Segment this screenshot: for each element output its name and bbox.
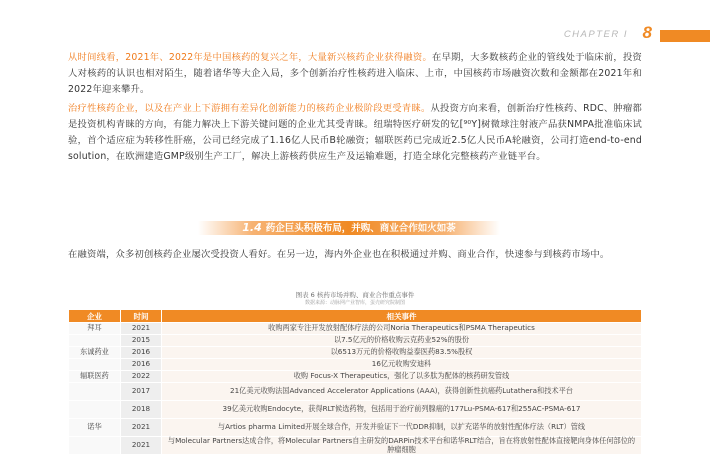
header-year: 时间 [121,310,162,323]
header-company: 企业 [69,310,121,323]
table-header-row [69,310,642,323]
year-cell: 2017 [121,383,162,401]
table-row [69,437,642,455]
event-cell: 与Artios pharma Limited开展全球合作，开发并验证下一代DDR抑制，以扩充诺华的放射性配体疗法（RLT）管线 [162,419,642,437]
paragraph-financing-timeline [68,50,642,98]
event-cell: 以7.5亿元的价格收购云克药业52%的股份 [162,335,642,347]
header-event: 相关事件 [162,310,642,323]
figure-source: 数据来源：动脉网产业智库，蛋壳研究院制图 [304,300,405,306]
page-number: 8 [642,23,652,42]
table-row [69,335,642,347]
company-cell: 辐联医药 [69,371,121,383]
paragraph-body: 从投资方向来看，创新治疗性核药、RDC、肿瘤都是投资机构青睐的方向，有能力解决上下游关键问题的企业尤其受青睐。纽瑞特医疗研发的钇[⁹⁰Y]树微球注射液产品获NMPA批准临床试验，首个适应症为转移性肝癌，公司已经完成了1.16亿人民币B轮融资；辐联医药已完成近2.5亿人民币A轮融资，公司打造end-to-end solution，在欧洲建造GMP级别生产工厂，解决上游核药供应生产及运输难题，打造全球化完整核药产业链平台。 [68,103,642,162]
year-cell: 2022 [121,371,162,383]
event-cell: 以6513万元的价格收购益泰医药83.5%股权 [162,347,642,359]
year-cell: 2016 [121,347,162,359]
header-accent-band [660,30,710,42]
year-cell: 2018 [121,401,162,419]
paragraph-highlight: 从时间线看，2021年、2022年是中国核药的复兴之年，大量新兴核药企业获得融资。 [68,52,433,63]
chapter-label: CHAPTER I [563,29,628,40]
paragraph-investment-direction [68,101,642,165]
section-heading [198,221,500,235]
paragraph-highlight: 治疗性核药企业，以及在产业上下游拥有差异化创新能力的核药企业极阶段更受青睐。 [68,103,431,114]
table-row [69,419,642,437]
year-cell: 2016 [121,359,162,371]
company-cell: 东诚药业 [69,347,121,359]
company-cell [69,401,121,419]
company-cell: 拜耳 [69,323,121,335]
event-cell: 21亿美元收购法国Advanced Accelerator Applications (AAA)，获得创新性抗癌药Lutathera和技术平台 [162,383,642,401]
paragraph-market-entry: 在融资端，众多初创核药企业屡次受投资人看好。在另一边，海内外企业也在积极通过并购、商业合作，快速参与到核药市场中。 [68,249,610,260]
event-cell: 39亿美元收购Endocyte，获得RLT候选药物，包括用于治疗前列腺癌的177Lu-PSMA-617和255AC-PSMA-617 [162,401,642,419]
event-cell: 与Molecular Partners达成合作，将Molecular Partners自主研发的DARPin技术平台和诺华RLT结合，旨在将放射性配体直接靶向身体任何部位的肿瘤细胞 [162,437,642,455]
event-cell: 收购两家专注开发放射配体疗法的公司Noria Therapeutics和PSMA Therapeutics [162,323,642,335]
year-cell: 2021 [121,437,162,455]
section-number: 1.4 [242,221,262,234]
year-cell: 2021 [121,419,162,437]
paragraph-body: 在早期，大多数核药企业的管线处于临床前，投资人对核药的认识也相对陌生，随着诸华等大企入局，多个创新治疗性核药进入临床、上市，中国核药市场融资次数和金额都在2021年和2022年迎来攀升。 [68,52,642,95]
company-cell [69,437,121,455]
company-cell [69,335,121,347]
figure-title: 图表 6 核药市场并购、商业合作重点事件 [295,291,415,299]
section-title: 药企巨头积极布局，并购、商业合作如火如荼 [265,223,456,234]
table-row [69,359,642,371]
company-cell [69,359,121,371]
year-cell: 2021 [121,323,162,335]
company-cell: 诺华 [69,419,121,437]
event-cell: 16亿元收购安迪科 [162,359,642,371]
page-header [0,23,710,48]
table-row [69,401,642,419]
year-cell: 2015 [121,335,162,347]
table-row [69,371,642,383]
company-cell [69,383,121,401]
table-row [69,383,642,401]
table-row [69,323,642,335]
table-row [69,347,642,359]
deals-table [68,309,642,455]
event-cell: 收购 Focus-X Therapeutics，强化了以多肽为配体的核药研发管线 [162,371,642,383]
